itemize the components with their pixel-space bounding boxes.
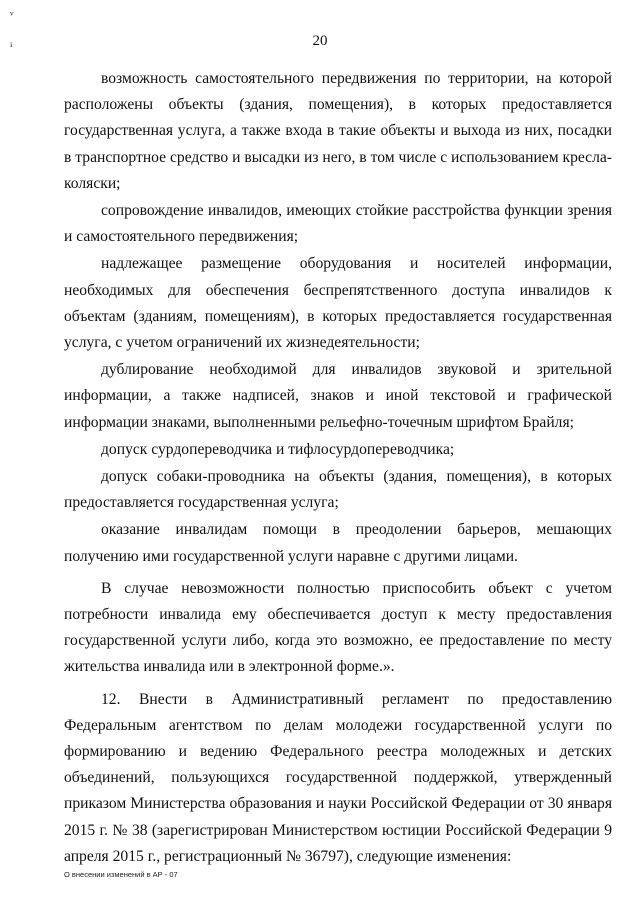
margin-mark: ᵛ: [10, 8, 14, 22]
paragraph: оказание инвалидам помощи в преодолении барьеров, мешающих получению ими государственной услуги наравне с другими лицами.: [64, 521, 612, 565]
paragraph: 12. Внести в Административный регламент по предоставлению Федеральным агентством по делам молодежи государственной услуги по формированию и ведению Федерального реестра молодежных и детских объединений, пользующихся государственной поддержкой, утвержденный приказом Министерства образования и науки Российской Федерации от 30 января 2015 г. № 38 (зарегистрирован Министерством юстиции Российской Федерации 9 апреля 2015 г., регистрационный № 36797), следующие изменения:: [64, 690, 612, 865]
paragraph: допуск сурдопереводчика и тифлосурдопереводчика;: [101, 440, 455, 458]
margin-mark: ⁱ: [10, 40, 13, 54]
paragraph: сопровождение инвалидов, имеющих стойкие расстройства функции зрения и самостоятельного передвижения;: [64, 202, 612, 246]
footer-note: О внесении изменений в АР - 07: [64, 870, 178, 879]
page-number: 20: [312, 33, 328, 49]
paragraph: надлежащее размещение оборудования и носителей информации, необходимых для обеспечения беспрепятственного доступа инвалидов к объектам (зданиям, помещениям), в которых предоставляется государственная услуга, с учетом ограничений их жизнедеятельности;: [64, 255, 612, 352]
paragraph: возможность самостоятельного передвижения по территории, на которой расположены объекты (здания, помещения), в которых предоставляется государственная услуга, а также входа в такие объекты и выхода из них, посадки в транспортное средство и высадки из него, в том числе с использованием кресла-коляски;: [64, 70, 612, 192]
paragraph: допуск собаки-проводника на объекты (здания, помещения), в которых предоставляется государственная услуга;: [64, 468, 612, 512]
document-body: [64, 66, 612, 870]
paragraph: дублирование необходимой для инвалидов звуковой и зрительной информации, а также надписей, знаков и иной текстовой и графической информации знаками, выполненными рельефно-точечным шрифтом Брайля;: [64, 361, 612, 431]
paragraph: В случае невозможности полностью приспособить объект с учетом потребности инвалида ему обеспечивается доступ к месту предоставления государственной услуги либо, когда это возможно, ее предоставление по месту жительства инвалида или в электронной форме.».: [64, 579, 612, 676]
